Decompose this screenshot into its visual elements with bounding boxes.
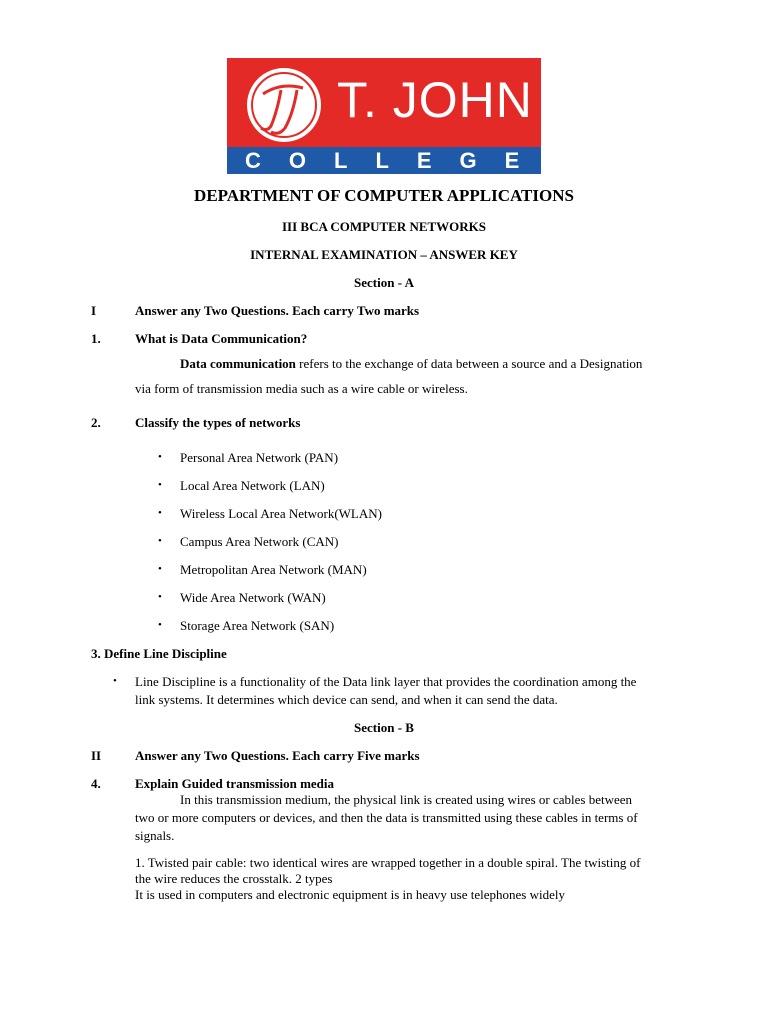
bullet-icon: • xyxy=(158,535,162,547)
q2-number: 2. xyxy=(91,415,101,430)
q4-para2-line2: the wire reduces the crosstalk. 2 types xyxy=(135,871,333,886)
section-b-title: Section - B xyxy=(354,720,414,735)
q1-answer-line2: via form of transmission media such as a wire cable or wireless. xyxy=(135,381,468,396)
q1-number: 1. xyxy=(91,331,101,346)
q2-question: Classify the types of networks xyxy=(135,415,301,430)
exam-title: INTERNAL EXAMINATION – ANSWER KEY xyxy=(250,247,518,262)
department-title: DEPARTMENT OF COMPUTER APPLICATIONS xyxy=(194,186,574,205)
q3-question: 3. Define Line Discipline xyxy=(91,646,227,661)
q4-para1-line1: In this transmission medium, the physical link is created using wires or cables between xyxy=(180,792,633,807)
network-type-item: Campus Area Network (CAN) xyxy=(180,534,339,549)
logo-college-strip xyxy=(227,147,548,174)
q3-answer-line2: link systems. It determines which device can send, and when it can send the data. xyxy=(135,692,558,707)
section-b-instruction: Answer any Two Questions. Each carry Five marks xyxy=(135,748,420,763)
network-type-item: Personal Area Network (PAN) xyxy=(180,450,339,465)
q1-answer-term: Data communication xyxy=(180,356,296,371)
q4-para1-line2: two or more computers or devices, and then the data is transmitted using these cables in terms of xyxy=(135,810,638,825)
bullet-icon: • xyxy=(158,479,162,491)
network-type-item: Metropolitan Area Network (MAN) xyxy=(180,562,367,577)
section-b-roman: II xyxy=(91,748,102,763)
q4-para2-line1: 1. Twisted pair cable: two identical wires are wrapped together in a double spiral. The twisting of xyxy=(135,855,641,870)
bullet-icon: • xyxy=(158,619,162,631)
q1-answer-line1 xyxy=(180,356,642,372)
section-a-roman: I xyxy=(91,303,97,318)
tj-monogram-emblem xyxy=(241,64,327,146)
course-title: III BCA COMPUTER NETWORKS xyxy=(281,219,487,234)
q3-answer-line1: Line Discipline is a functionality of the Data link layer that provides the coordination among the xyxy=(135,674,637,689)
section-a-title: Section - A xyxy=(354,275,414,290)
logo-college-text: COLLEGE xyxy=(245,148,548,173)
network-type-item: Local Area Network (LAN) xyxy=(180,478,325,493)
bullet-icon: • xyxy=(158,507,162,519)
bullet-icon: • xyxy=(158,591,162,603)
q1-question: What is Data Communication? xyxy=(135,331,308,346)
bullet-icon: • xyxy=(158,451,162,463)
q4-number: 4. xyxy=(91,776,101,791)
network-type-item: Wide Area Network (WAN) xyxy=(180,590,326,605)
college-name: T. JOHN xyxy=(337,72,533,128)
network-type-item: Wireless Local Area Network(WLAN) xyxy=(180,506,382,521)
q4-question: Explain Guided transmission media xyxy=(135,776,335,791)
bullet-icon: • xyxy=(113,675,117,687)
section-a-instruction: Answer any Two Questions. Each carry Two marks xyxy=(135,303,420,318)
q1-answer-line1-rest: refers to the exchange of data between a source and a Designation xyxy=(295,356,643,371)
network-type-item: Storage Area Network (SAN) xyxy=(180,618,335,633)
bullet-icon: • xyxy=(158,563,162,575)
q4-para2-line3: It is used in computers and electronic equipment is in heavy use telephones widely xyxy=(135,887,565,902)
college-logo xyxy=(227,58,548,174)
q4-para1-line3: signals. xyxy=(135,828,175,843)
